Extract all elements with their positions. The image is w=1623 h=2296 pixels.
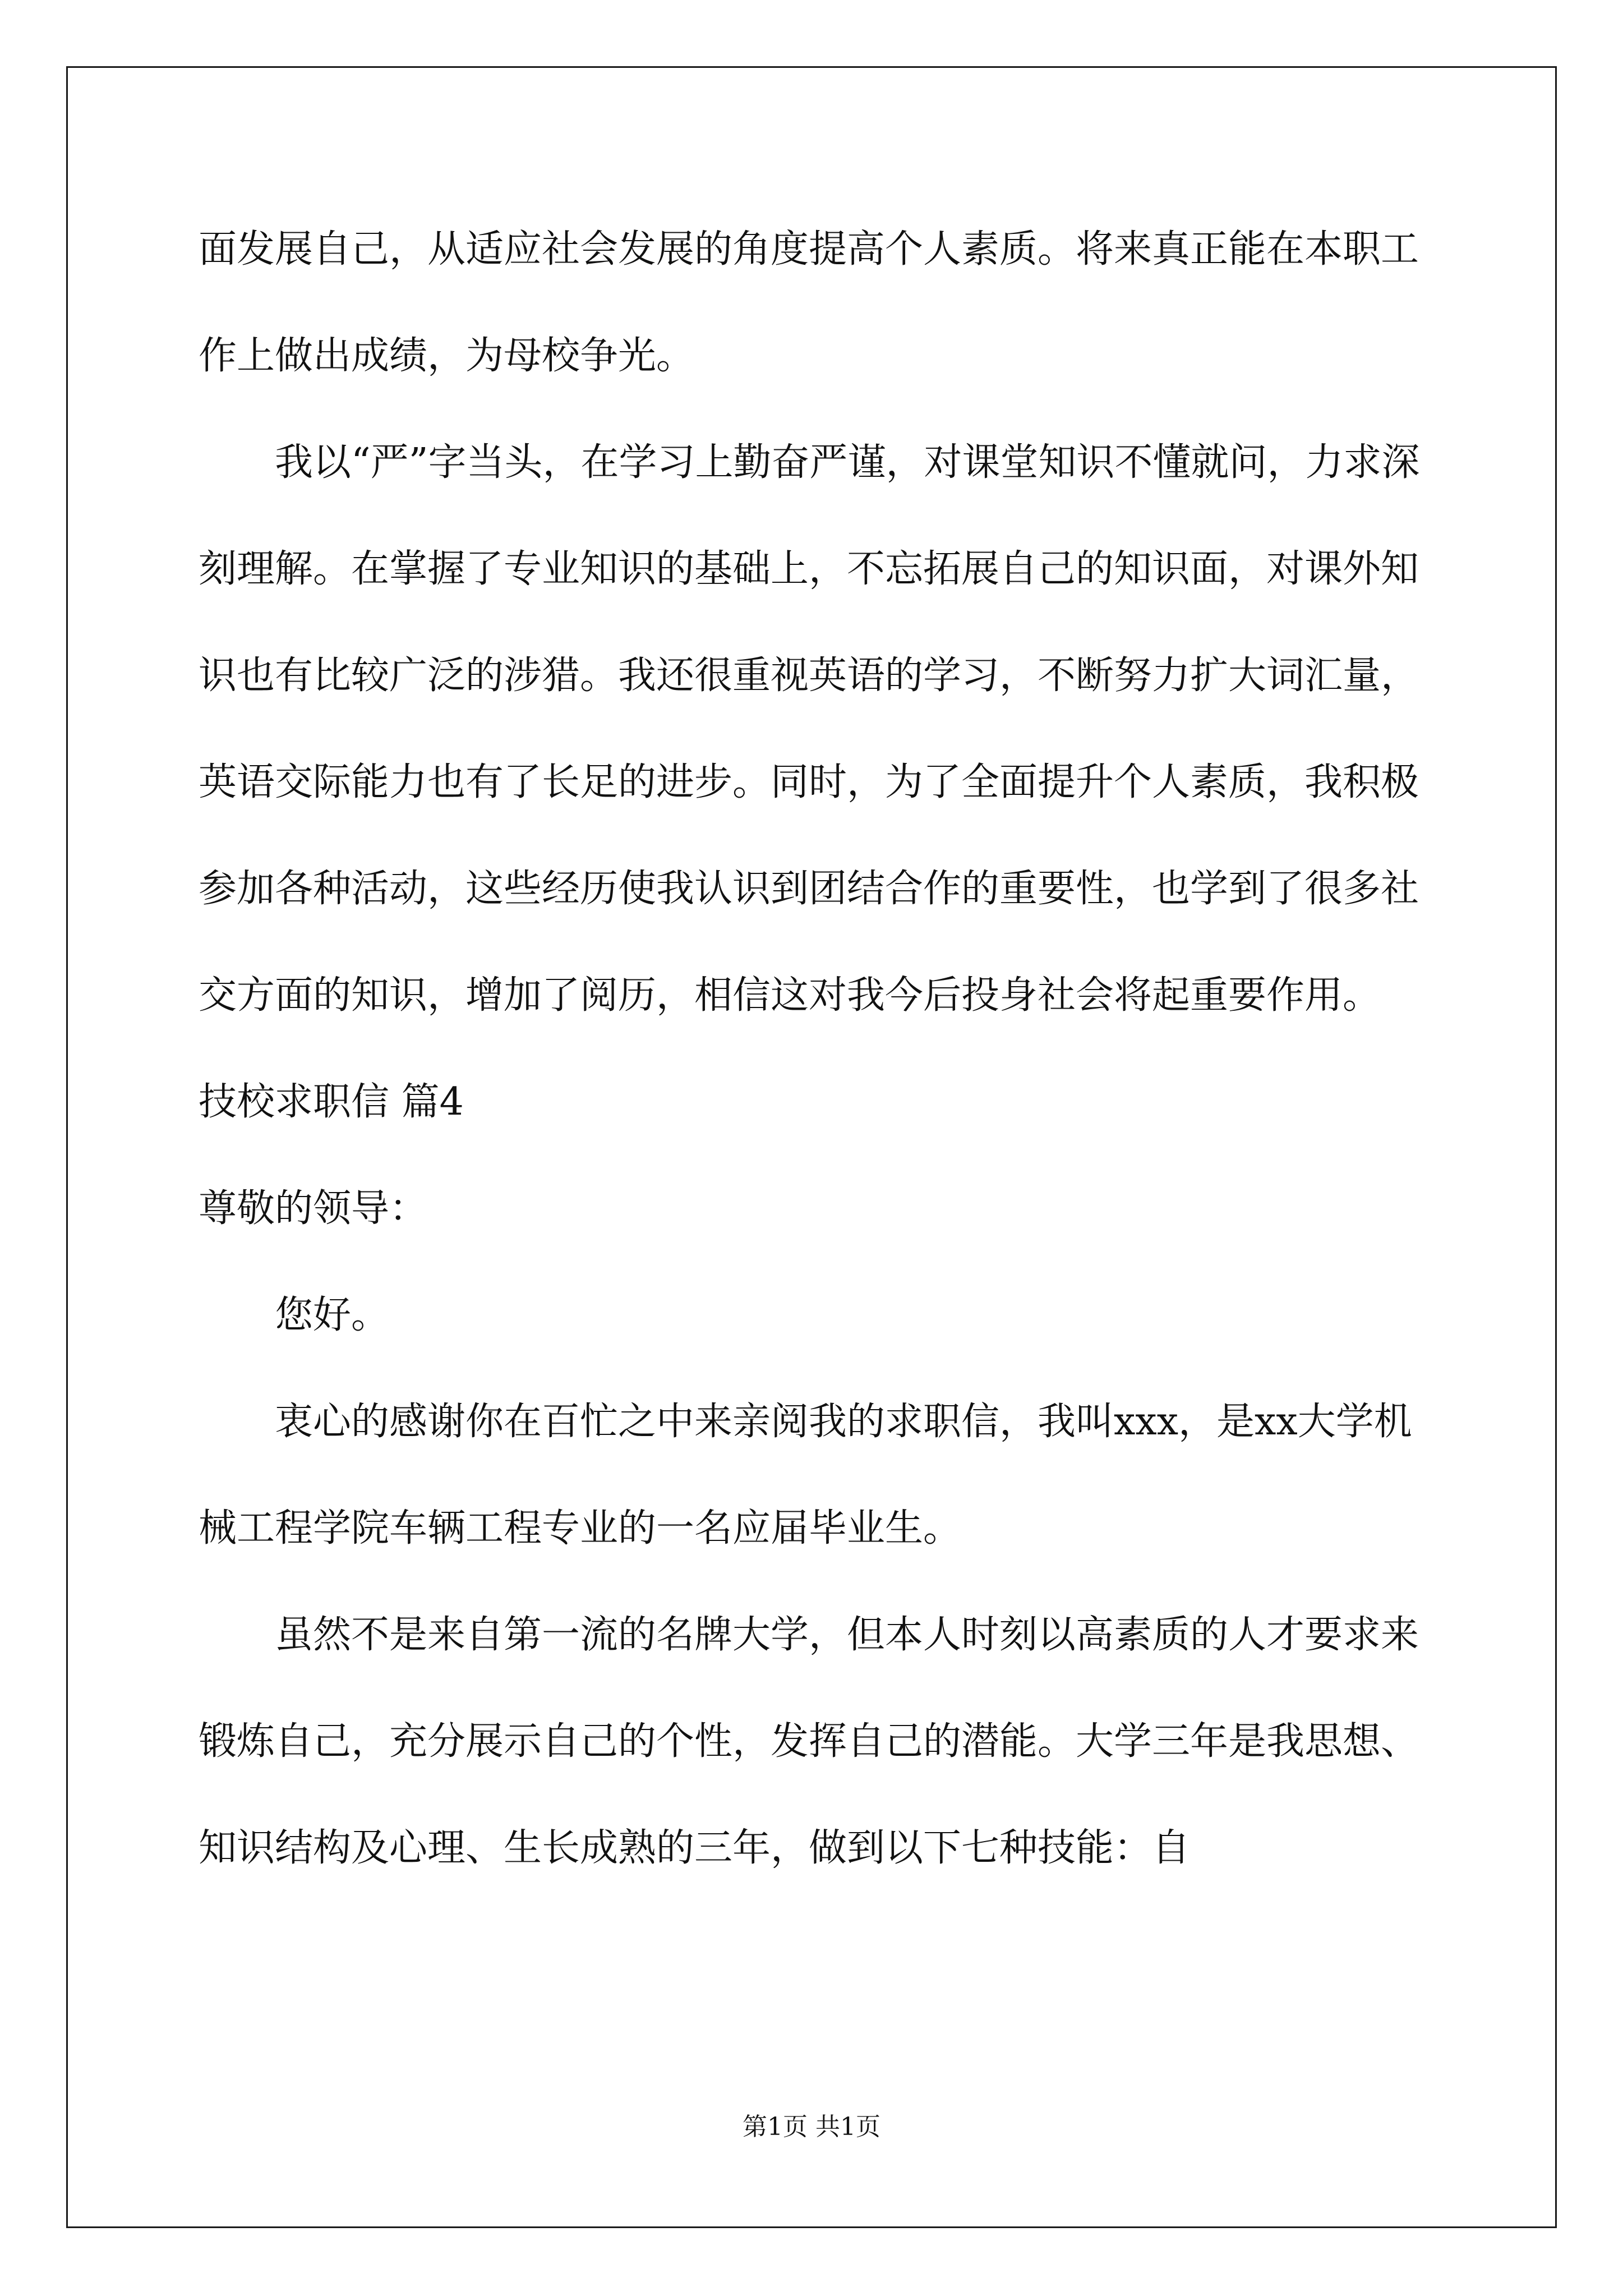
paragraph-2: 我以“严”字当头，在学习上勤奋严谨，对课堂知识不懂就问，力求深刻理解。在掌握了专业知识的基础上，不忘拓展自己的知识面，对课外知识也有比较广泛的涉猎。我还很重视英语的学习，不断努力扩大词汇量，英语交际能力也有了长足的进步。同时，为了全面提升个人素质，我积极参加各种活动，这些经历使我认识到团结合作的重要性，也学到了很多社交方面的知识，增加了阅历，相信这对我今后投身社会将起重要作用。 xyxy=(199,440,1420,1018)
section-heading: 技校求职信 篇4 xyxy=(199,1080,464,1124)
paragraph-1: 面发展自己，从适应社会发展的角度提高个人素质。将来真正能在本职工作上做出成绩，为母校争光。 xyxy=(199,227,1419,378)
salutation: 尊敬的领导： xyxy=(199,1186,428,1231)
page-footer: 第1页 共1页 xyxy=(743,2113,880,2141)
greeting: 您好。 xyxy=(275,1293,390,1337)
paragraph-intro: 衷心的感谢你在百忙之中来亲阅我的求职信，我叫xxx，是xx大学机械工程学院车辆工程专业的一名应届毕业生。 xyxy=(199,1400,1412,1550)
document-body xyxy=(199,196,1432,1902)
paragraph-skills: 虽然不是来自第一流的名牌大学，但本人时刻以高素质的人才要求来锻炼自己，充分展示自己的个性，发挥自己的潜能。大学三年是我思想、知识结构及心理、生长成熟的三年，做到以下七种技能：自 xyxy=(199,1613,1419,1870)
